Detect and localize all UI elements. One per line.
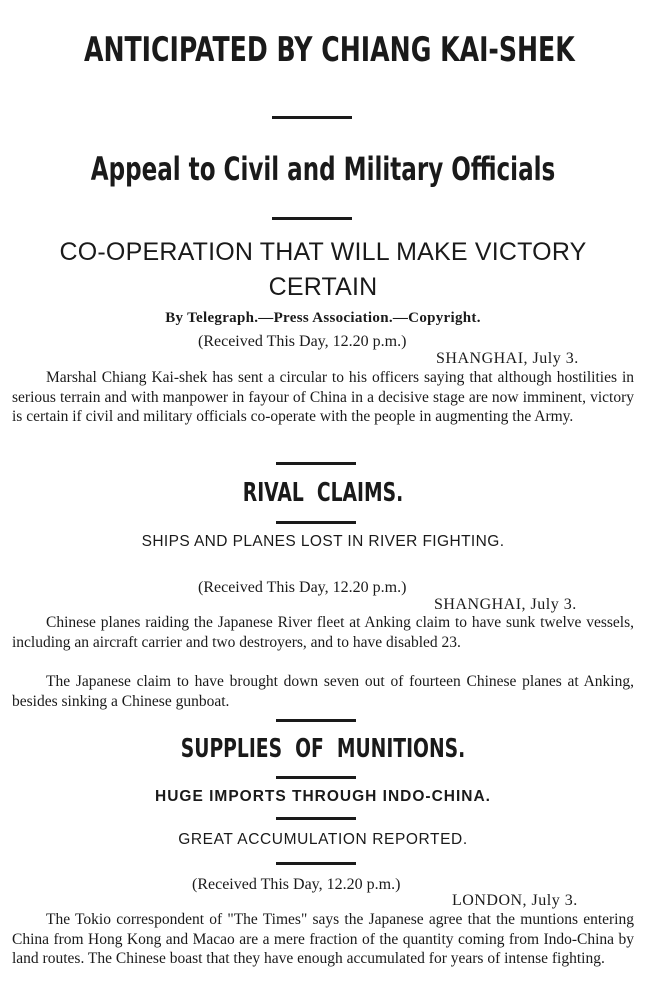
rule-2 xyxy=(272,217,352,220)
dateline-2: SHANGHAI, July 3. xyxy=(434,596,577,613)
rule-3 xyxy=(276,462,356,465)
deck-line-2: CERTAIN xyxy=(268,273,378,301)
byline: By Telegraph.—Press Association.—Copyright. xyxy=(165,310,481,326)
rival-claims-headline: RIVAL CLAIMS. xyxy=(242,478,404,508)
received-notice-3: (Received This Day, 12.20 p.m.) xyxy=(192,876,401,893)
dateline-1: SHANGHAI, July 3. xyxy=(436,350,579,367)
dateline-3: LONDON, July 3. xyxy=(452,892,578,909)
received-notice-1: (Received This Day, 12.20 p.m.) xyxy=(198,333,407,350)
article-body-1: Marshal Chiang Kai-shek has sent a circular to his officers saying that although hostilities in serious terrain and with manpower in fayour of China in a decisive stage are now imminent, victory is certain if civil and military officials co-operate with the people in augmenting the Army. xyxy=(12,369,634,425)
supplies-deck-1: HUGE IMPORTS THROUGH INDO-CHINA. xyxy=(155,788,491,805)
rival-claims-paragraph-1: Chinese planes raiding the Japanese River fleet at Anking claim to have sunk twelve vessels, including an aircraft carrier and two destroyers, and to have disabled 23. xyxy=(12,614,634,651)
deck-line-1: CO-OPERATION THAT WILL MAKE VICTORY xyxy=(59,238,587,266)
rival-claims-deck: SHIPS AND PLANES LOST IN RIVER FIGHTING. xyxy=(141,533,505,550)
rule-8 xyxy=(276,862,356,865)
sub-headline: Appeal to Civil and Military Officials xyxy=(90,150,556,188)
received-notice-2: (Received This Day, 12.20 p.m.) xyxy=(198,579,407,596)
rule-6 xyxy=(276,776,356,779)
rule-1 xyxy=(272,116,352,119)
rule-5 xyxy=(276,719,356,722)
main-headline: ANTICIPATED BY CHIANG KAI-SHEK xyxy=(83,30,575,70)
supplies-deck-2: GREAT ACCUMULATION REPORTED. xyxy=(178,831,468,848)
rule-7 xyxy=(276,817,356,820)
rival-claims-paragraph-2: The Japanese claim to have brought down seven out of fourteen Chinese planes at Anking, besides sinking a Chinese gunboat. xyxy=(12,673,634,710)
rule-4 xyxy=(276,521,356,524)
supplies-headline: SUPPLIES OF MUNITIONS. xyxy=(180,734,466,764)
supplies-body: The Tokio correspondent of "The Times" says the Japanese agree that the muntions entering China from Hong Kong and Macao are a mere fraction of the quantity coming from Indo-China by land routes. The Chinese boast that they have enough accumulated for years of intense fighting. xyxy=(12,911,634,967)
